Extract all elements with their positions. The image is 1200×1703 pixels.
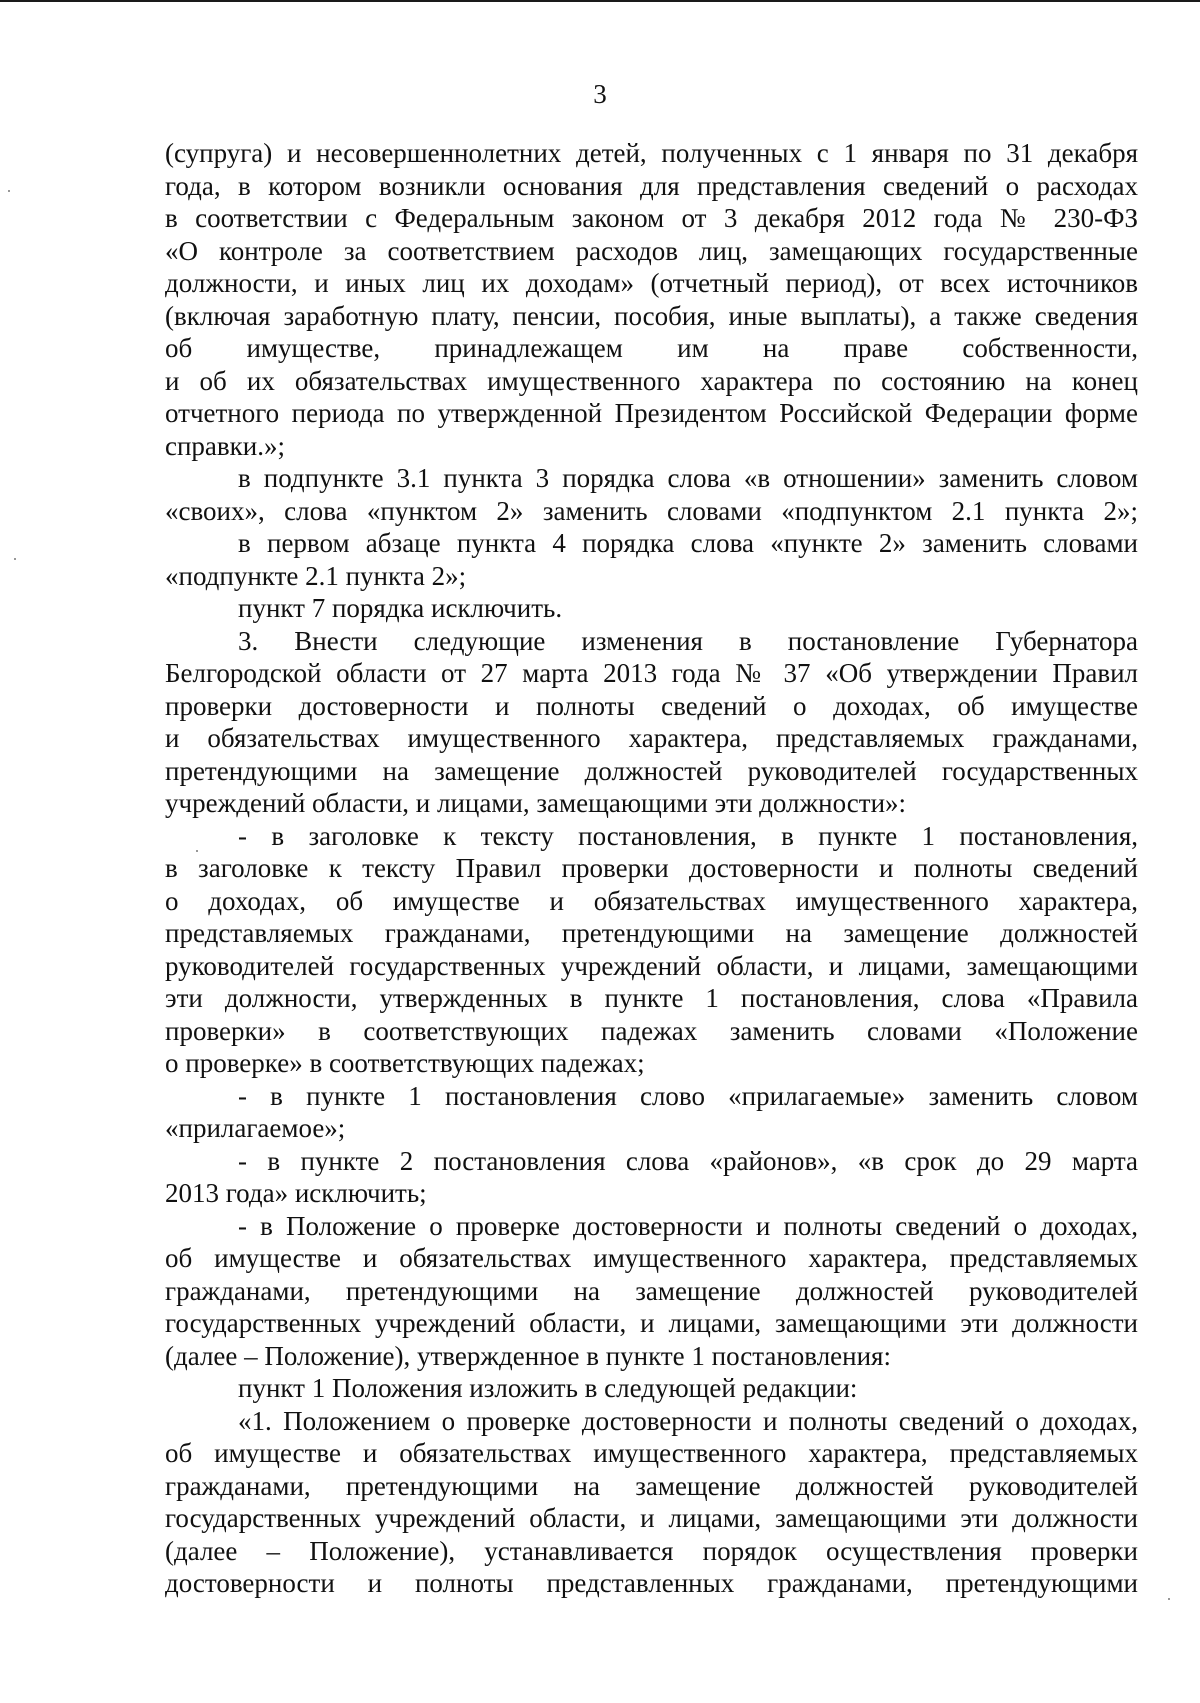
- page-number: 3: [593, 79, 607, 109]
- text-line: и обязательствах имущественного характера, представляемых гражданами,: [165, 723, 1138, 753]
- text-line: о доходах, об имуществе и обязательствах имущественного характера,: [165, 885, 1138, 916]
- text-line: в подпункте 3.1 пункта 3 порядка слова «в отношении» заменить словом: [238, 463, 1138, 493]
- scan-speck: [8, 190, 10, 192]
- text-line: - в Положение о проверке достоверности и полноты сведений о доходах,: [238, 1210, 1138, 1241]
- text-line: «подпункте 2.1 пункта 2»;: [165, 560, 467, 591]
- document-body: [165, 137, 1138, 1600]
- text-line: в первом абзаце пункта 4 порядка слова «пункте 2» заменить словами: [238, 528, 1138, 558]
- scan-speck: [196, 850, 198, 852]
- text-line: проверки» в соответствующих падежах заменить словами «Положение: [165, 1015, 1138, 1046]
- text-line: (супруга) и несовершеннолетних детей, полученных с 1 января по 31 декабря: [165, 138, 1138, 168]
- text-line: эти должности, утвержденных в пункте 1 постановления, слова «Правила: [165, 983, 1138, 1013]
- text-line: в заголовке к тексту Правил проверки достоверности и полноты сведений: [165, 853, 1138, 883]
- text-line: Белгородской области от 27 марта 2013 года № 37 «Об утверждении Правил: [165, 658, 1138, 688]
- text-line: (далее – Положение), утвержденное в пункте 1 постановления:: [165, 1340, 891, 1371]
- top-edge-rule: [0, 0, 1200, 2]
- text-line: 3. Внести следующие изменения в постановление Губернатора: [238, 625, 1138, 656]
- text-line: и об их обязательствах имущественного характера по состоянию на конец: [165, 365, 1138, 396]
- text-line: об имуществе и обязательствах имущественного характера, представляемых: [165, 1438, 1138, 1468]
- text-line: года, в котором возникли основания для представления сведений о расходах: [165, 170, 1138, 201]
- text-line: «О контроле за соответствием расходов лиц, замещающих государственные: [165, 235, 1138, 266]
- text-line: гражданами, претендующими на замещение должностей руководителей: [165, 1275, 1138, 1306]
- text-line: пункт 7 порядка исключить.: [238, 593, 563, 623]
- scan-speck: [14, 558, 16, 560]
- text-line: в соответствии с Федеральным законом от 3 декабря 2012 года № 230-ФЗ: [165, 203, 1138, 233]
- text-line: гражданами, претендующими на замещение должностей руководителей: [165, 1470, 1138, 1501]
- text-line: справки.»;: [165, 430, 285, 461]
- text-line: «прилагаемое»;: [165, 1113, 346, 1143]
- scan-speck: [1168, 1598, 1170, 1600]
- text-line: достоверности и полноты представленных гражданами, претендующими: [165, 1568, 1138, 1598]
- text-line: - в заголовке к тексту постановления, в пункте 1 постановления,: [238, 820, 1138, 851]
- text-line: государственных учреждений области, и лицами, замещающими эти должности: [165, 1308, 1138, 1338]
- text-line: (далее – Положение), устанавливается порядок осуществления проверки: [165, 1535, 1138, 1566]
- text-line: - в пункте 2 постановления слова «районов», «в срок до 29 марта: [238, 1145, 1138, 1176]
- text-line: претендующими на замещение должностей руководителей государственных: [165, 755, 1138, 786]
- text-line: об имуществе и обязательствах имущественного характера, представляемых: [165, 1243, 1138, 1273]
- text-line: учреждений области, и лицами, замещающими эти должности»:: [165, 788, 907, 818]
- text-line: отчетного периода по утвержденной Президентом Российской Федерации форме: [165, 398, 1138, 428]
- text-line: об имуществе, принадлежащем им на праве собственности,: [165, 333, 1138, 363]
- text-line: проверки достоверности и полноты сведений о доходах, об имуществе: [165, 690, 1138, 721]
- text-line: (включая заработную плату, пенсии, пособия, иные выплаты), а также сведения: [165, 300, 1138, 331]
- text-line: «1. Положением о проверке достоверности и полноты сведений о доходах,: [238, 1405, 1138, 1436]
- text-line: представляемых гражданами, претендующими на замещение должностей: [165, 918, 1138, 948]
- text-line: руководителей государственных учреждений области, и лицами, замещающими: [165, 950, 1138, 981]
- text-line: государственных учреждений области, и лицами, замещающими эти должности: [165, 1503, 1138, 1533]
- text-line: должности, и иных лиц их доходам» (отчетный период), от всех источников: [165, 268, 1138, 298]
- text-line: пункт 1 Положения изложить в следующей редакции:: [238, 1373, 858, 1403]
- text-line: - в пункте 1 постановления слово «прилагаемые» заменить словом: [238, 1080, 1138, 1111]
- text-line: о проверке» в соответствующих падежах;: [165, 1048, 645, 1078]
- text-line: 2013 года» исключить;: [165, 1178, 427, 1208]
- text-line: «своих», слова «пунктом 2» заменить словами «подпунктом 2.1 пункта 2»;: [165, 495, 1138, 526]
